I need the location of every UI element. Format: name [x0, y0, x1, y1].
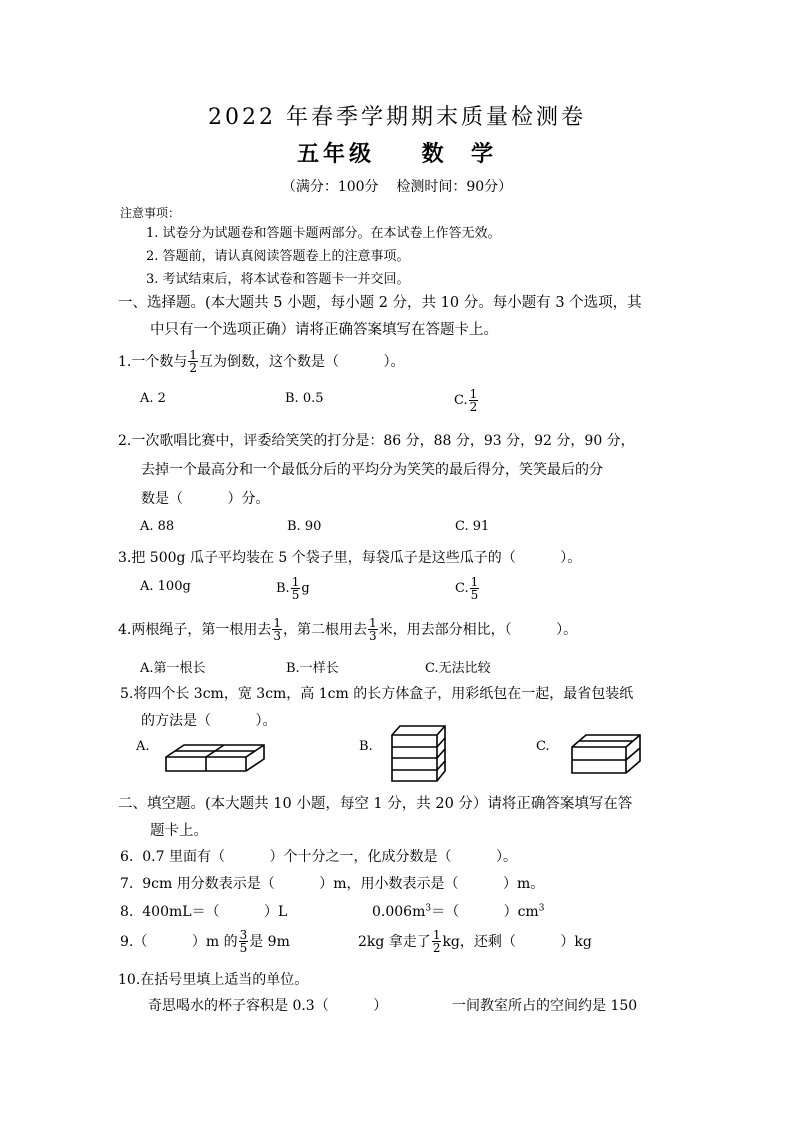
option-b: B. 90: [287, 519, 322, 534]
fraction: $\frac{1}{2}$: [432, 927, 441, 955]
question-1: 1.一个数与 $\frac{1}{2}$ 互为倒数，这个数是（ ）。: [118, 347, 405, 375]
question-8b: $0.006m^3=$（ ）$cm^3$: [372, 903, 545, 920]
option-c: C. $\frac{1}{5}$: [455, 574, 479, 602]
notice-item: 1. 试卷分为试题卷和答题卡题两部分。在本试卷上作答无效。: [146, 226, 501, 241]
fraction: $\frac{1}{5}$: [470, 574, 479, 602]
question-5-cont: 的方法是（ ）。: [141, 713, 277, 729]
option-b: B. 0.5: [285, 391, 324, 406]
exam-title: 2022 年春季学期期末质量检测卷: [208, 105, 586, 130]
question-8a: 8. 400mL＝（ ）L: [120, 904, 288, 920]
option-c: C.: [536, 739, 550, 754]
question-3: 3.把 500g 瓜子平均装在 5 个袋子里，每袋瓜子是这些瓜子的（ ）。: [118, 550, 582, 566]
option-b: B.: [359, 739, 373, 754]
question-5: 5.将四个长 3cm，宽 3cm，高 1cm 的长方体盒子，用彩纸包在一起，最省包装纸: [120, 686, 634, 702]
box-figure-b: [390, 724, 448, 784]
question-9b: 2kg 拿走了 $\frac{1}{2}$ kg，还剩（ ）kg: [358, 927, 592, 955]
fraction: $\frac{1}{2}$: [469, 386, 478, 414]
question-2: 2.一次歌唱比赛中，评委给笑笑的打分是：86 分，88 分，93 分，92 分，90 分，: [118, 433, 635, 449]
option-a: A. 100g: [140, 579, 191, 594]
option-a: A.: [136, 739, 150, 754]
exam-meta: （满分：100分 检测时间：90分）: [281, 179, 513, 195]
notice-item: 3. 考试结束后，将本试卷和答题卡一并交回。: [146, 272, 410, 287]
section2-heading: 二、填空题。(本大题共 10 小题，每空 1 分，共 20 分）请将正确答案填写在答: [118, 796, 633, 812]
notice-item: 2. 答题前，请认真阅读答题卷上的注意事项。: [146, 249, 410, 264]
box-figure-a: [164, 743, 266, 773]
option-c: C. 91: [455, 519, 490, 534]
notice-heading: 注意事项：: [120, 206, 181, 220]
fraction: $\frac{1}{5}$: [291, 574, 300, 602]
section1-heading: 一、选择题。(本大题共 5 小题，每小题 2 分，共 10 分。每小题有 3 个选项，其: [118, 295, 642, 311]
section1-heading-cont: 中只有一个选项正确）请将正确答案填写在答题卡上。: [150, 322, 498, 338]
fraction: $\frac{1}{2}$: [189, 347, 197, 375]
fraction: $\frac{1}{3}$: [369, 615, 377, 643]
question-2-cont: 数是（ ）分。: [141, 491, 270, 507]
box-figure-c: [570, 733, 642, 775]
question-6: 6. 0.7 里面有（ ）个十分之一，化成分数是（ ）。: [120, 849, 517, 865]
section2-heading-cont: 题卡上。: [150, 823, 208, 839]
fraction: $\frac{3}{5}$: [239, 927, 248, 955]
option-a: A.第一根长: [140, 661, 206, 676]
question-2-cont: 去掉一个最高分和一个最低分后的平均分为笑笑的最后得分，笑笑最后的分: [141, 462, 603, 478]
option-a: A. 88: [140, 519, 175, 534]
exam-subtitle: 五年级 数 学: [297, 141, 497, 167]
option-b: B.一样长: [286, 661, 339, 676]
question-7: 7. 9cm 用分数表示是（ ）m，用小数表示是（ ）m。: [120, 876, 545, 892]
question-10: 10.在括号里填上适当的单位。: [118, 972, 309, 988]
question-4: 4.两根绳子，第一根用去 $\frac{1}{3}$ ，第二根用去 $\frac{1}{3}$ 米，用去部分相比，（ ）。: [118, 615, 578, 643]
question-10a: 奇思喝水的杯子容积是 0.3（ ）: [148, 998, 388, 1014]
question-9a: 9.（ ）m 的 $\frac{3}{5}$ 是 9m: [120, 927, 290, 955]
option-c: C.无法比较: [425, 661, 491, 676]
question-10b: 一间教室所占的空间约是 150: [452, 998, 638, 1014]
option-a: A. 2: [140, 391, 166, 406]
fraction: $\frac{1}{3}$: [273, 615, 281, 643]
option-b: B. $\frac{1}{5}$ g: [276, 574, 310, 602]
option-c: C. $\frac{1}{2}$: [454, 386, 478, 414]
